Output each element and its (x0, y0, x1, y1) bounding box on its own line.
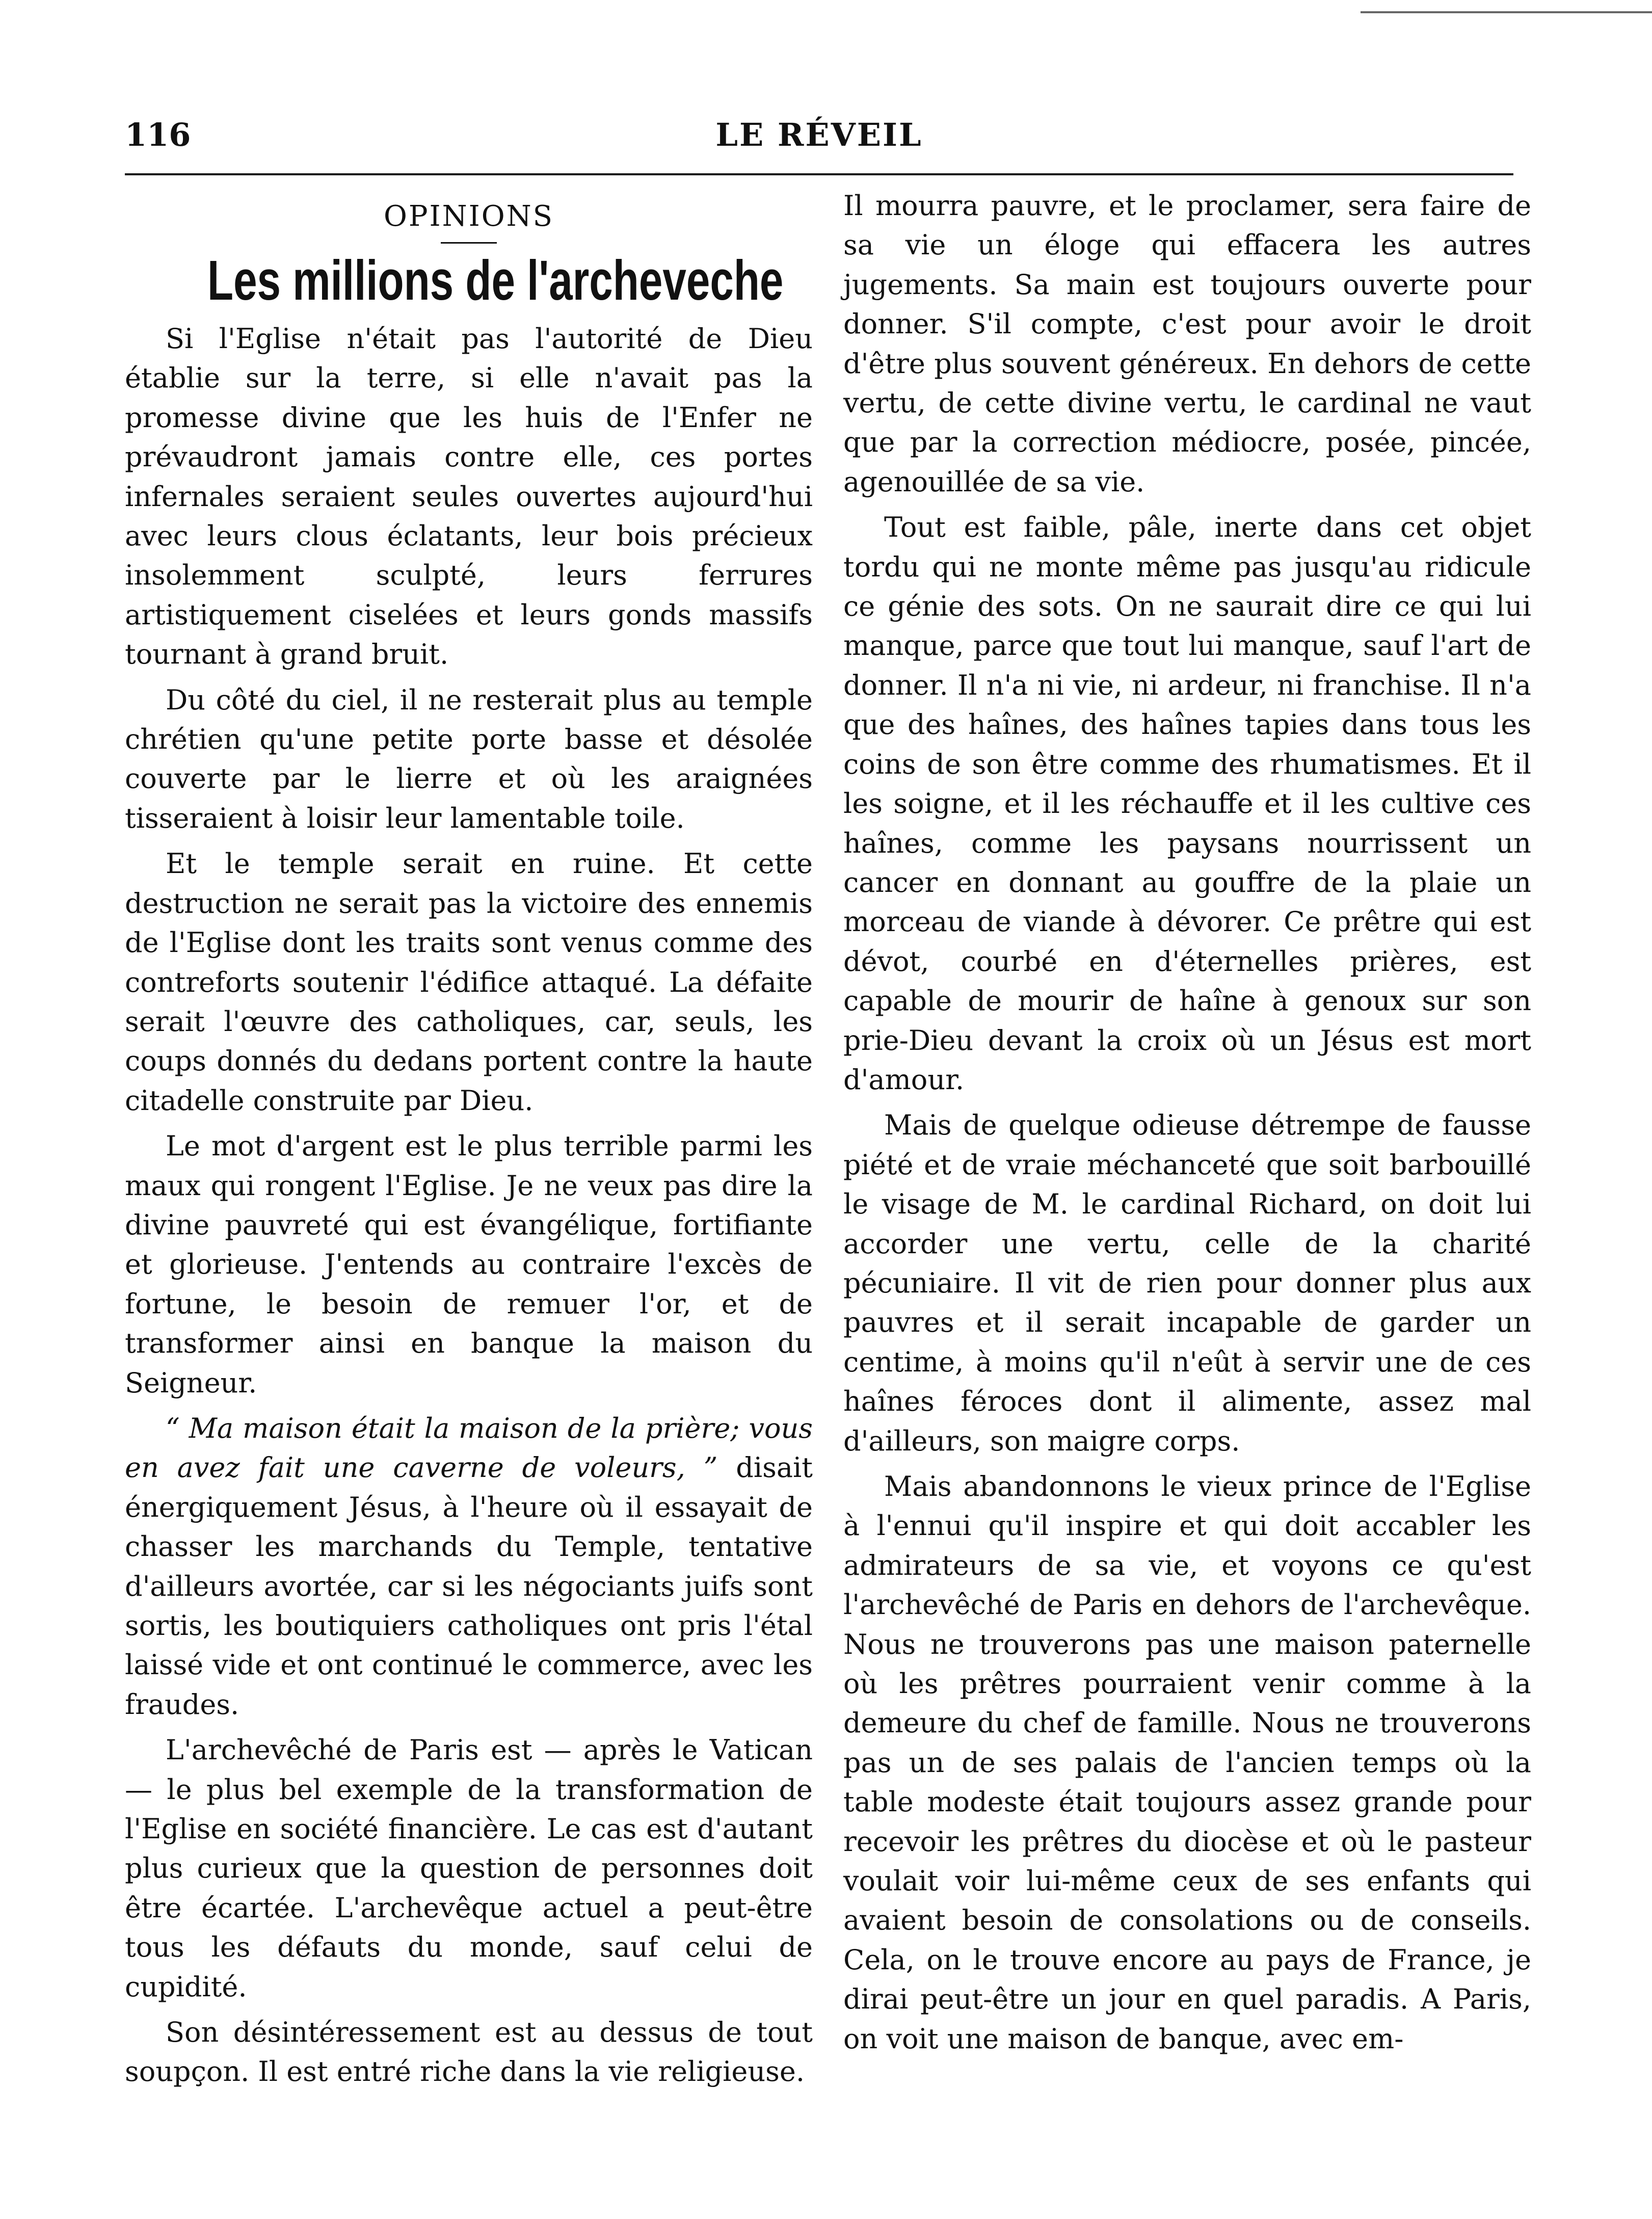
quote-paragraph (125, 1409, 813, 1724)
paragraph: Le mot d'argent est le plus terrible parmi les maux qui rongent l'Eglise. Je ne veux pas dire la divine pauvreté qui est évangélique, fortifiante et glorieuse. J'entends au contraire l'excès de fortune, le besoin de remuer l'or, et de transformer ainsi en banque la maison du Seigneur. (125, 1130, 813, 1399)
right-column (843, 186, 1531, 2058)
header-rule (125, 173, 1513, 175)
paragraph: Et le temple serait en ruine. Et cette destruction ne serait pas la victoire des ennemis de l'Eglise dont les traits sont venus comme des contreforts soutenir l'édifice attaqué. La défaite serait l'œuvre des catholiques, car, seuls, les coups donnés du dedans portent contre la haute citadelle construite par Dieu. (125, 848, 813, 1117)
continued-paragraph: Il mourra pauvre, et le proclamer, sera faire de sa vie un éloge qui effacera les autres jugements. Sa main est toujours ouverte pour donner. S'il compte, c'est pour avoir le droit d'être plus souvent généreux. En dehors de cette vertu, de cette divine vertu, le cardinal ne vaut que par la correction médiocre, posée, pincée, agenouillée de sa vie. (843, 190, 1531, 498)
paragraph: Si l'Eglise n'était pas l'autorité de Dieu établie sur la terre, si elle n'avait pas la promesse divine que les huis de l'Enfer ne prévaudront jamais contre elle, ces portes infernales seraient seules ouvertes aujourd'hui avec leurs clous éclatants, leur bois précieux insolemment sculpté, leurs ferrures artistiquement ciselées et leurs gonds massifs tournant à grand bruit. (125, 323, 813, 671)
running-title: LE RÉVEIL (715, 116, 923, 153)
page-header (125, 115, 1513, 155)
paragraph: Mais abandonnons le vieux prince de l'Eglise à l'ennui qu'il inspire et qui doit accabler les admirateurs de sa vie, et voyons ce qu'est l'archevêché de Paris en dehors de l'archevêque. Nous ne trouverons pas une maison paternelle où les prêtres pourraient venir comme à la demeure du chef de famille. Nous ne trouverons pas un de ses palais de l'ancien temps où la table modeste était toujours assez grande pour recevoir les prêtres du diocèse et où le pasteur voulait voir lui-même ceux de ses enfants qui avaient besoin de consolations ou de conseils. Cela, on le trouve encore au pays de France, je dirai peut-être un jour en quel paradis. A Paris, on voit une maison de banque, avec em- (843, 1470, 1531, 2055)
top-edge-rule (1361, 11, 1652, 13)
left-column (125, 186, 813, 2092)
section-divider (441, 242, 497, 244)
paragraph: Mais de quelque odieuse détrempe de fausse piété et de vraie méchanceté que soit barbouillé le visage de M. le cardinal Richard, on doit lui accorder une vertu, celle de la charité pécuniaire. Il vit de rien pour donner plus aux pauvres et il serait incapable de garder un centime, à moins qu'il n'eût à servir une de ces haînes féroces dont il alimente, assez mal d'ailleurs, son maigre corps. (843, 1109, 1531, 1457)
paragraph: Son désintéressement est au dessus de tout soupçon. Il est entré riche dans la vie religieuse. (125, 2016, 813, 2088)
quote-continuation: disait énergiquement Jésus, à l'heure où il essayait de chasser les marchands du Temple, tentative d'ailleurs avortée, car si les négociants juifs sont sortis, les boutiquiers catholiques ont pris l'étal laissé vide et ont continué le commerce, avec les fraudes. (125, 1451, 813, 1721)
article-title: Les millions de l'archeveche (207, 249, 784, 312)
page-number: 116 (125, 116, 191, 153)
biblical-quote: “ Ma maison était la maison de la prière; vous en avez fait une caverne de voleurs, ” (125, 1412, 813, 1484)
paragraph: Tout est faible, pâle, inerte dans cet objet tordu qui ne monte même pas jusqu'au ridicule ce génie des sots. On ne saurait dire ce qui lui manque, parce que tout lui manque, sauf l'art de donner. Il n'a ni vie, ni ardeur, ni franchise. Il n'a que des haînes, des haînes tapies dans tous les coins de son être comme des rhumatismes. Et il les soigne, et il les réchauffe et il les cultive ces haînes, comme les paysans nourrissent un cancer en donnant au gouffre de la plaie un morceau de viande à dévorer. Ce prêtre qui est dévot, courbé en d'éternelles prières, est capable de mourir de haîne à genoux sur son prie-Dieu devant la croix où un Jésus est mort d'amour. (843, 511, 1531, 1096)
paragraph: L'archevêché de Paris est — après le Vatican — le plus bel exemple de la transformation de l'Eglise en société financière. Le cas est d'autant plus curieux que la question de personnes doit être écartée. L'archevêque actuel a peut-être tous les défauts du monde, sauf celui de cupidité. (125, 1734, 813, 2003)
section-heading: OPINIONS (383, 200, 554, 233)
paragraph: Du côté du ciel, il ne resterait plus au temple chrétien qu'une petite porte basse et désolée couverte par le lierre et où les araignées tisseraient à loisir leur lamentable toile. (125, 683, 813, 834)
